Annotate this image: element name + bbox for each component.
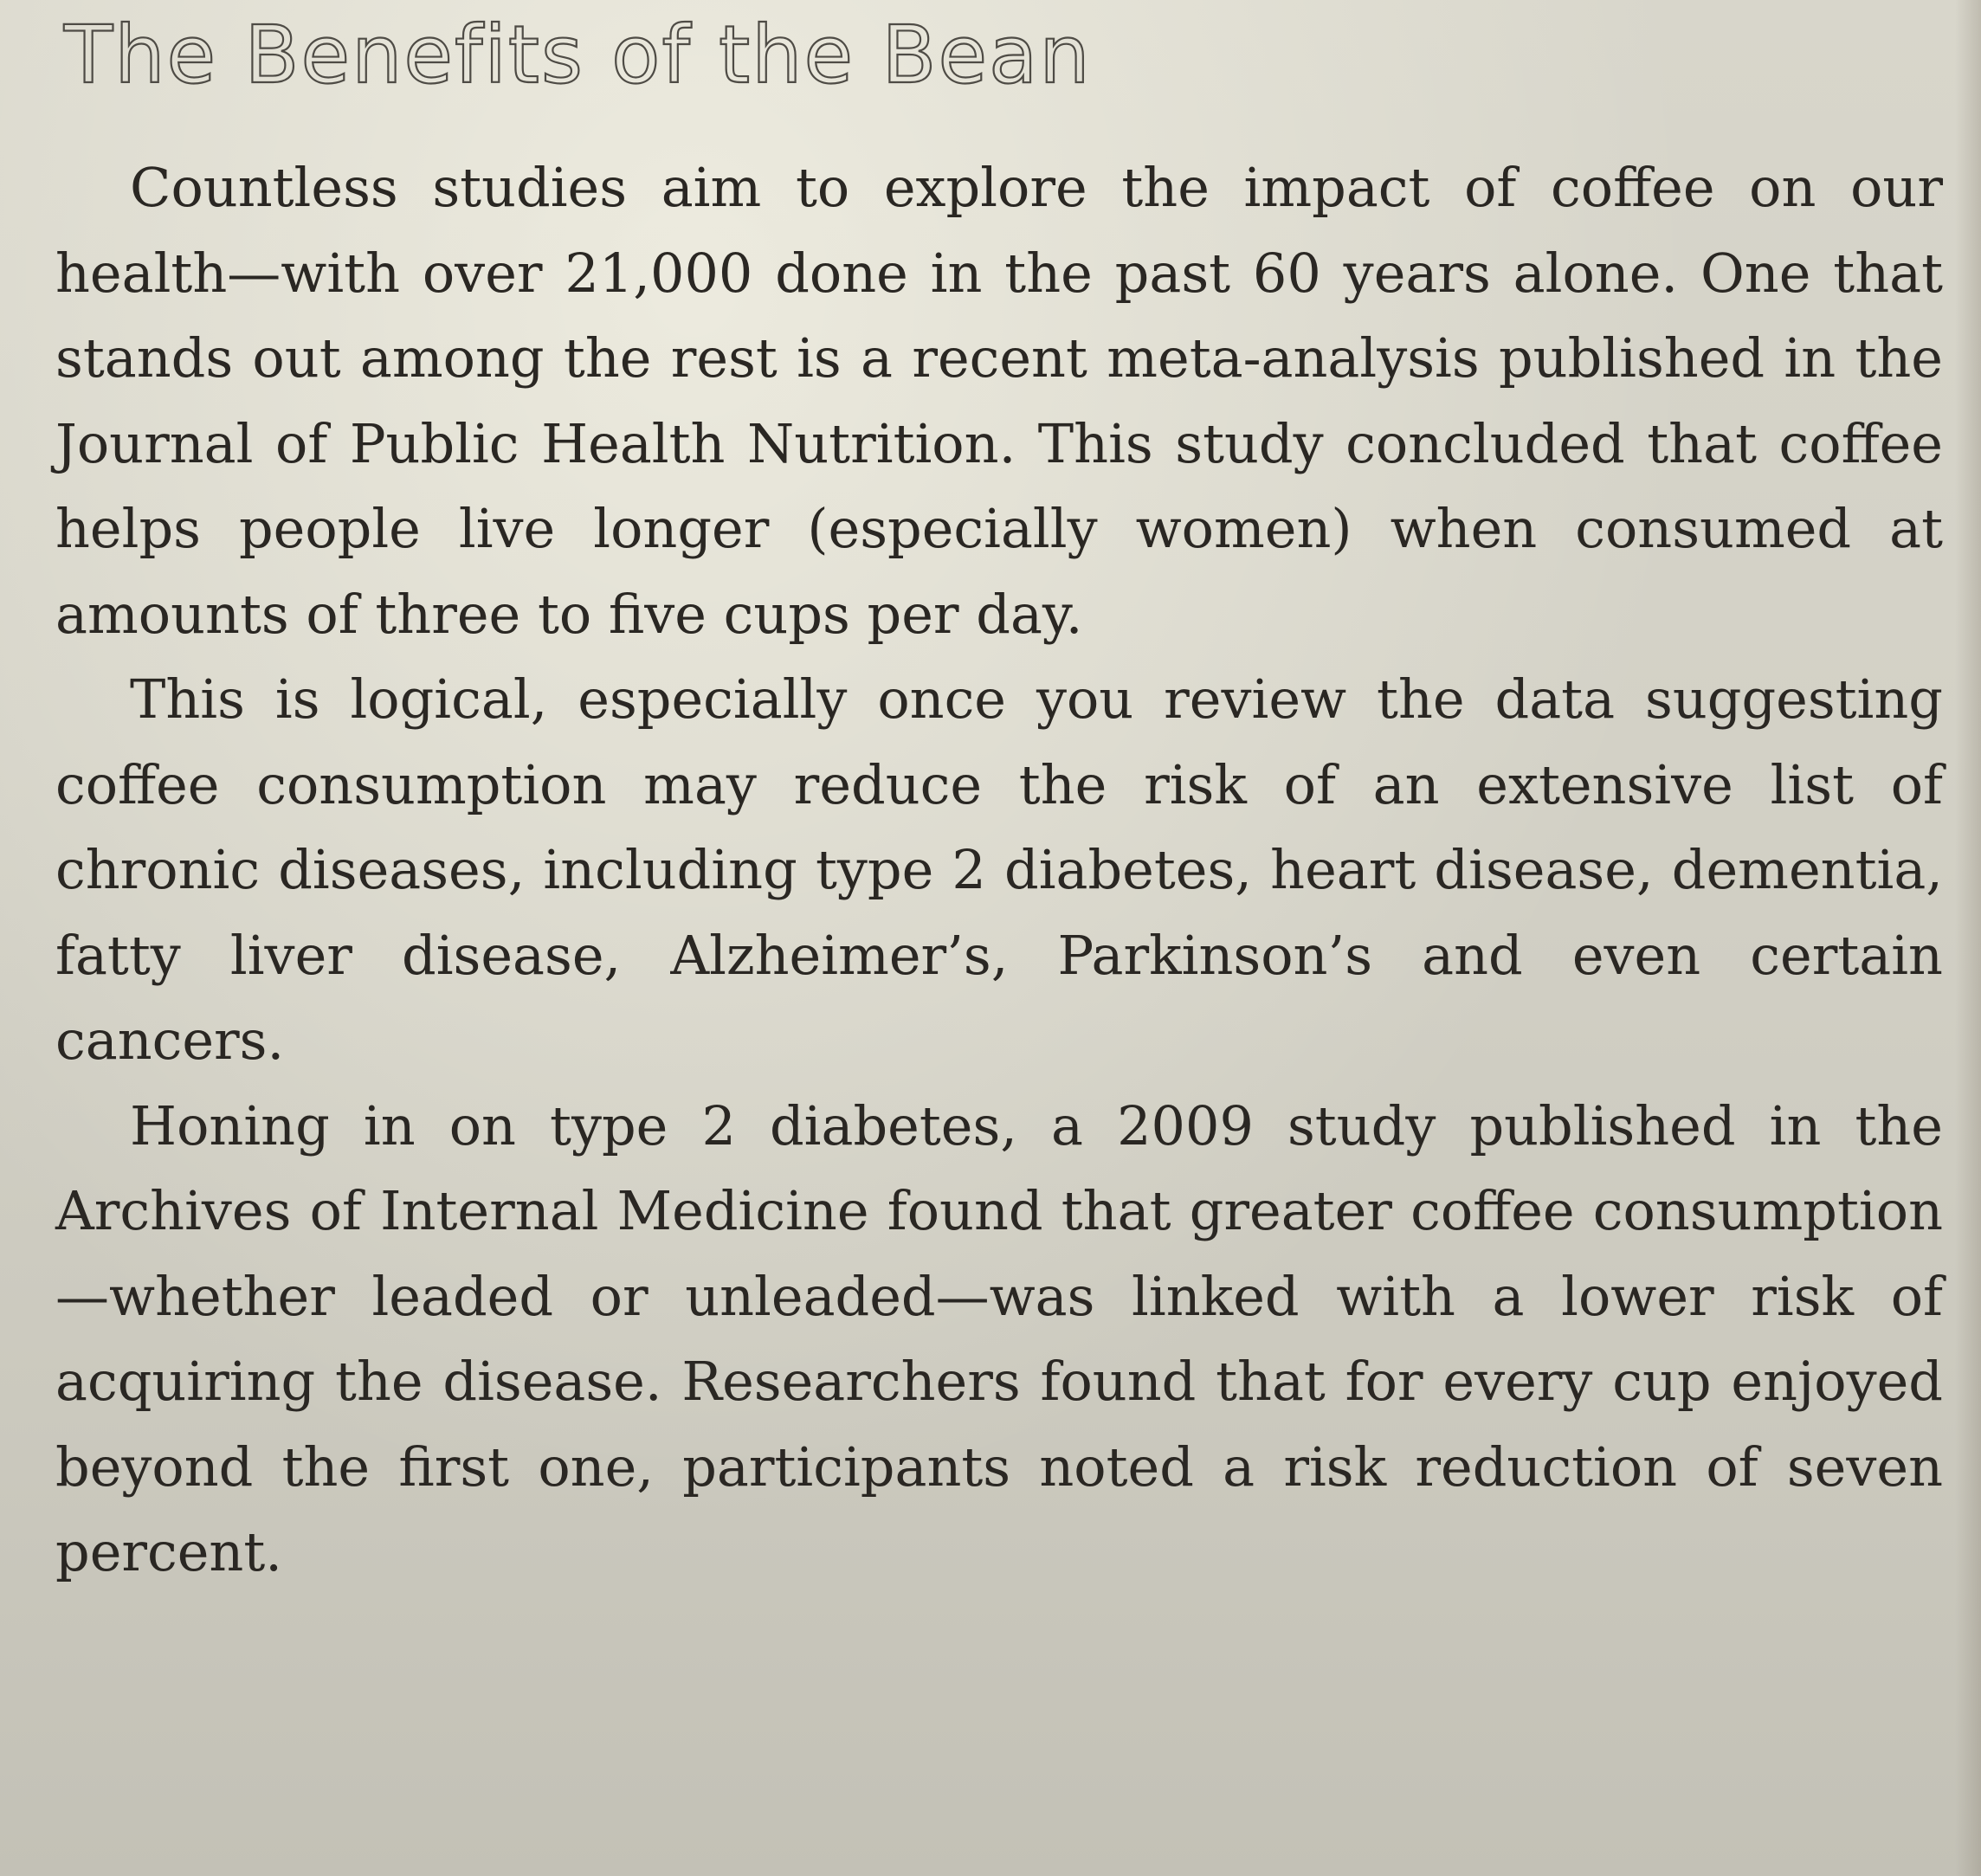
paragraph-2: This is logical, especially once you review the data suggesting coffee consumption may reduce the risk of an extensive list of chronic diseases, including type 2 diabetes, heart disease, dementia, fatty liver disease, Alzheimer’s, Parkinson’s and even certain cancers. — [55, 667, 1943, 1072]
page-edge-shadow — [1955, 0, 1981, 1876]
article-body — [55, 145, 1943, 1596]
article-title: The Benefits of the Bean — [64, 9, 1092, 101]
paragraph-1: Countless studies aim to explore the impact of coffee on our health—with over 21,000 done in the past 60 years alone. One that stands out among the rest is a recent meta-analysis published in the Journal of Public Health Nutrition. This study concluded that coffee helps people live longer (especially women) when consumed at amounts of three to five cups per day. — [55, 156, 1943, 646]
paragraph-3: Honing in on type 2 diabetes, a 2009 study published in the Archives of Internal Medicine found that greater coffee consumption—whether leaded or unleaded—was linked with a lower risk of acquiring the disease. Researchers found that for every cup enjoyed beyond the first one, participants noted a risk reduction of seven percent. — [55, 1093, 1943, 1583]
